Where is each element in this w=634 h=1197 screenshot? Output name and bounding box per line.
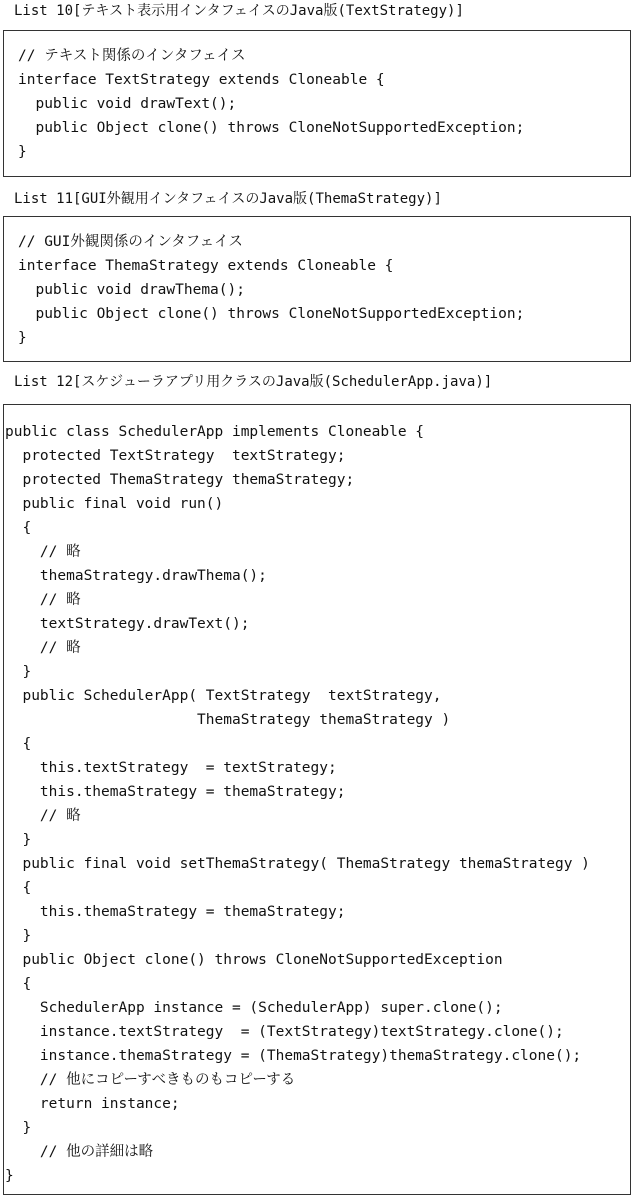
listing-11-caption: List 11[GUI外観用インタフェイスのJava版(ThemaStrategy)] xyxy=(14,191,442,207)
code-line: // 略 xyxy=(5,808,81,824)
code-line: interface ThemaStrategy extends Cloneable { xyxy=(18,258,394,274)
code-line: } xyxy=(18,144,27,160)
listing-11-code-block xyxy=(3,216,631,362)
code-line: } xyxy=(5,1168,14,1184)
code-line: instance.textStrategy = (TextStrategy)textStrategy.clone(); xyxy=(5,1024,564,1040)
listing-10-caption: List 10[テキスト表示用インタフェイスのJava版(TextStrategy)] xyxy=(14,3,464,19)
code-line: } xyxy=(5,1120,32,1136)
code-line: public Object clone() throws CloneNotSupportedException; xyxy=(18,120,525,136)
code-line: textStrategy.drawText(); xyxy=(5,616,250,632)
code-line: } xyxy=(5,664,32,680)
code-line: // 略 xyxy=(5,544,81,560)
code-line: } xyxy=(18,330,27,346)
code-line: public Object clone() throws CloneNotSupportedException; xyxy=(18,306,525,322)
code-line: this.themaStrategy = themaStrategy; xyxy=(5,904,346,920)
code-line: interface TextStrategy extends Cloneable { xyxy=(18,72,385,88)
code-line: // 他の詳細は略 xyxy=(5,1144,154,1160)
code-line: this.textStrategy = textStrategy; xyxy=(5,760,337,776)
code-line: public Object clone() throws CloneNotSupportedException xyxy=(5,952,503,968)
code-line: { xyxy=(5,880,32,896)
code-line: ThemaStrategy themaStrategy ) xyxy=(5,712,451,728)
code-line: } xyxy=(5,832,32,848)
code-line: public void drawText(); xyxy=(18,96,237,112)
code-line: public final void run() xyxy=(5,496,224,512)
code-line: { xyxy=(5,736,32,752)
code-line: { xyxy=(5,976,32,992)
code-line: protected ThemaStrategy themaStrategy; xyxy=(5,472,355,488)
code-line: public class SchedulerApp implements Cloneable { xyxy=(5,424,425,440)
code-line: themaStrategy.drawThema(); xyxy=(5,568,267,584)
listing-10-code-block xyxy=(3,30,631,177)
code-line: instance.themaStrategy = (ThemaStrategy)themaStrategy.clone(); xyxy=(5,1048,582,1064)
code-line: public final void setThemaStrategy( ThemaStrategy themaStrategy ) xyxy=(5,856,590,872)
code-line: SchedulerApp instance = (SchedulerApp) super.clone(); xyxy=(5,1000,503,1016)
code-line: protected TextStrategy textStrategy; xyxy=(5,448,346,464)
listing-12-code-block xyxy=(3,404,631,1195)
code-line: this.themaStrategy = themaStrategy; xyxy=(5,784,346,800)
code-line: public void drawThema(); xyxy=(18,282,245,298)
code-line: } xyxy=(5,928,32,944)
code-line: public SchedulerApp( TextStrategy textStrategy, xyxy=(5,688,442,704)
code-line: // GUI外観関係のインタフェイス xyxy=(18,234,243,250)
listing-12-caption: List 12[スケジューラアプリ用クラスのJava版(SchedulerApp.java)] xyxy=(14,374,493,390)
code-line: // 略 xyxy=(5,640,81,656)
code-line: { xyxy=(5,520,32,536)
code-line: // 他にコピーすべきものもコピーする xyxy=(5,1072,296,1088)
code-line: // 略 xyxy=(5,592,81,608)
code-line: return instance; xyxy=(5,1096,180,1112)
code-line: // テキスト関係のインタフェイス xyxy=(18,48,246,64)
